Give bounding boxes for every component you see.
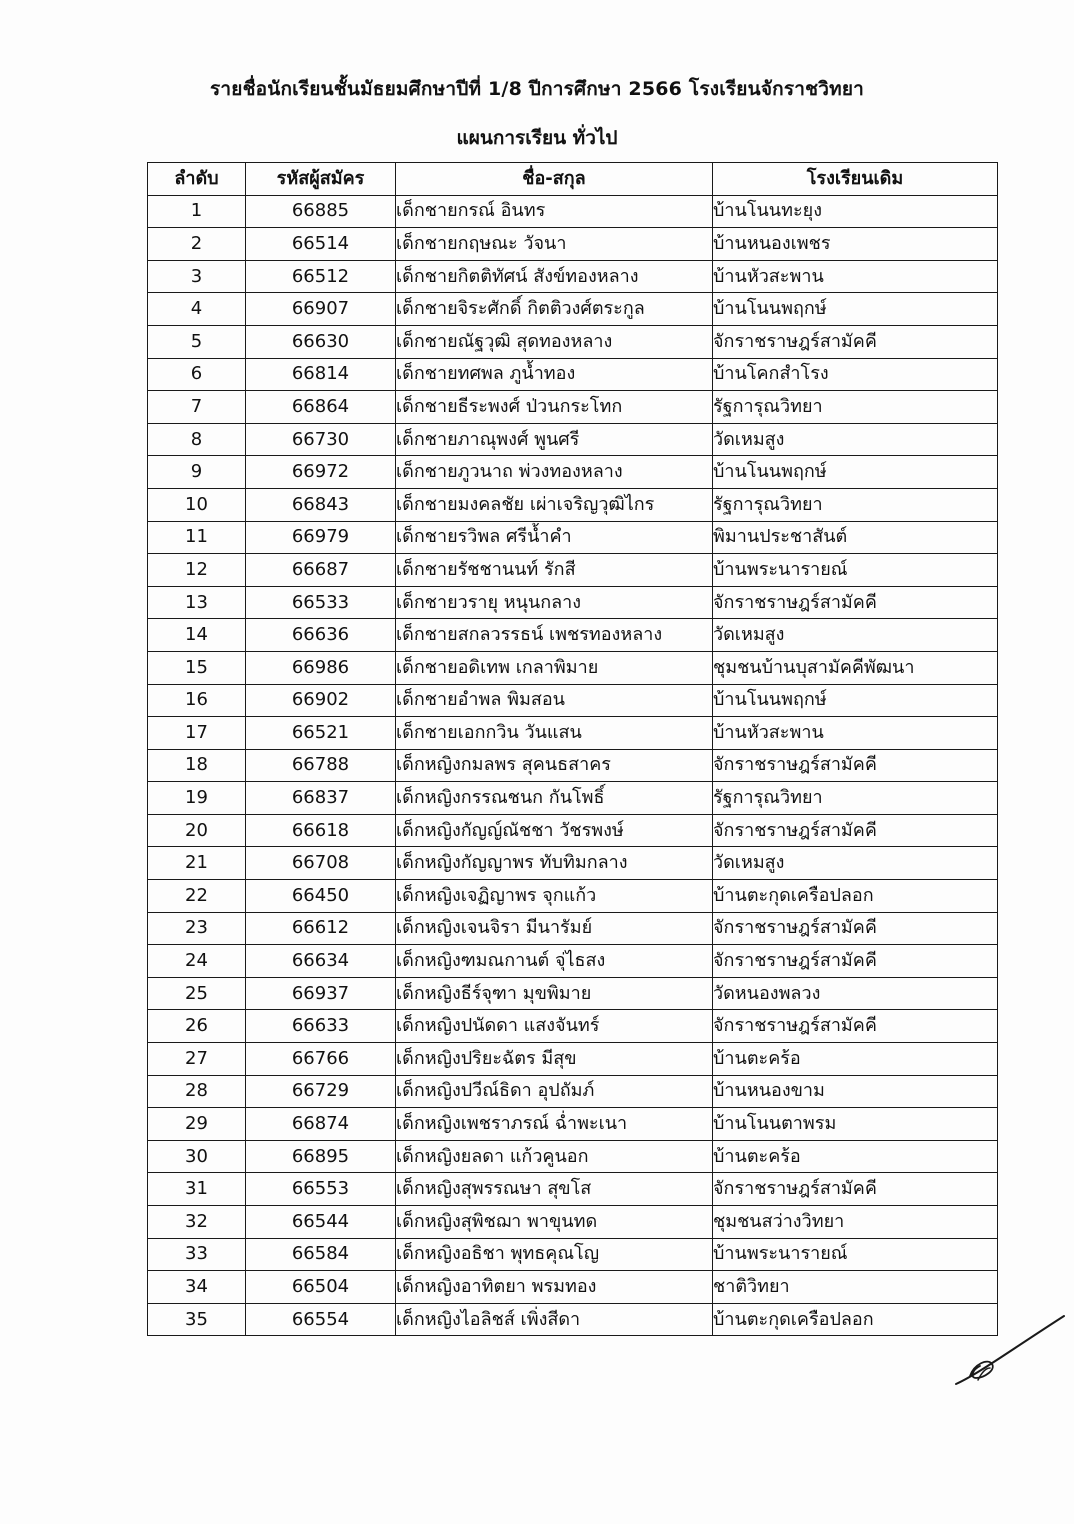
row-number-cell: 10 bbox=[148, 488, 246, 521]
applicant-id-cell: 66584 bbox=[246, 1238, 396, 1271]
table-row bbox=[148, 945, 998, 978]
table-row bbox=[148, 293, 998, 326]
applicant-id-cell: 66986 bbox=[246, 651, 396, 684]
table-row bbox=[148, 619, 998, 652]
applicant-id-cell: 66972 bbox=[246, 456, 396, 489]
applicant-id-cell: 66618 bbox=[246, 814, 396, 847]
applicant-id-cell: 66612 bbox=[246, 912, 396, 945]
table-row bbox=[148, 488, 998, 521]
applicant-id-cell: 66450 bbox=[246, 880, 396, 913]
former-school-cell: บ้านโคกสำโรง bbox=[713, 358, 998, 391]
row-number-cell: 6 bbox=[148, 358, 246, 391]
applicant-id-cell: 66979 bbox=[246, 521, 396, 554]
applicant-id-cell: 66902 bbox=[246, 684, 396, 717]
applicant-id-cell: 66766 bbox=[246, 1043, 396, 1076]
row-number-cell: 16 bbox=[148, 684, 246, 717]
former-school-cell: จักราชราษฎร์สามัคคี bbox=[713, 749, 998, 782]
applicant-id-cell: 66533 bbox=[246, 586, 396, 619]
table-row bbox=[148, 456, 998, 489]
applicant-id-cell: 66730 bbox=[246, 423, 396, 456]
applicant-id-cell: 66895 bbox=[246, 1140, 396, 1173]
row-number-cell: 22 bbox=[148, 880, 246, 913]
table-row bbox=[148, 880, 998, 913]
former-school-cell: บ้านโนนตาพรม bbox=[713, 1108, 998, 1141]
former-school-cell: ชาติวิทยา bbox=[713, 1271, 998, 1304]
table-row bbox=[148, 1108, 998, 1141]
table-row bbox=[148, 1303, 998, 1336]
applicant-id-cell: 66843 bbox=[246, 488, 396, 521]
student-name-cell: เด็กหญิงเจนจิรา มีนารัมย์ bbox=[396, 912, 713, 945]
row-number-cell: 27 bbox=[148, 1043, 246, 1076]
column-header-former-school: โรงเรียนเดิม bbox=[713, 163, 998, 196]
former-school-cell: บ้านหนองเพชร bbox=[713, 228, 998, 261]
student-name-cell: เด็กชายสกลวรรธน์ เพชรทองหลาง bbox=[396, 619, 713, 652]
row-number-cell: 31 bbox=[148, 1173, 246, 1206]
applicant-id-cell: 66708 bbox=[246, 847, 396, 880]
table-header-row bbox=[148, 163, 998, 196]
row-number-cell: 25 bbox=[148, 977, 246, 1010]
applicant-id-cell: 66864 bbox=[246, 391, 396, 424]
former-school-cell: จักราชราษฎร์สามัคคี bbox=[713, 325, 998, 358]
table-row bbox=[148, 260, 998, 293]
applicant-id-cell: 66837 bbox=[246, 782, 396, 815]
applicant-id-cell: 66634 bbox=[246, 945, 396, 978]
table-row bbox=[148, 977, 998, 1010]
row-number-cell: 12 bbox=[148, 554, 246, 587]
student-name-cell: เด็กชายภูวนาถ พ่วงทองหลาง bbox=[396, 456, 713, 489]
student-name-cell: เด็กหญิงฑมณกานต์ จุ่ไธสง bbox=[396, 945, 713, 978]
student-name-cell: เด็กชายวรายุ หนุนกลาง bbox=[396, 586, 713, 619]
former-school-cell: บ้านหัวสะพาน bbox=[713, 717, 998, 750]
table-row bbox=[148, 912, 998, 945]
row-number-cell: 13 bbox=[148, 586, 246, 619]
table-row bbox=[148, 684, 998, 717]
row-number-cell: 11 bbox=[148, 521, 246, 554]
table-row bbox=[148, 1043, 998, 1076]
applicant-id-cell: 66885 bbox=[246, 195, 396, 228]
row-number-cell: 28 bbox=[148, 1075, 246, 1108]
row-number-cell: 1 bbox=[148, 195, 246, 228]
table-row bbox=[148, 554, 998, 587]
table-row bbox=[148, 847, 998, 880]
former-school-cell: บ้านโนนทะยุง bbox=[713, 195, 998, 228]
student-name-cell: เด็กหญิงกัญญ์ณัชชา วัชรพงษ์ bbox=[396, 814, 713, 847]
student-name-cell: เด็กหญิงอธิชา พุทธคุณโญ bbox=[396, 1238, 713, 1271]
student-name-cell: เด็กชายเอกกวิน วันแสน bbox=[396, 717, 713, 750]
row-number-cell: 7 bbox=[148, 391, 246, 424]
row-number-cell: 29 bbox=[148, 1108, 246, 1141]
row-number-cell: 15 bbox=[148, 651, 246, 684]
table-body bbox=[148, 195, 998, 1336]
student-name-cell: เด็กหญิงอาทิตยา พรมทอง bbox=[396, 1271, 713, 1304]
student-name-cell: เด็กหญิงกรรณชนก กันโพธิ์ bbox=[396, 782, 713, 815]
student-name-cell: เด็กชายทศพล ภูน้ำทอง bbox=[396, 358, 713, 391]
applicant-id-cell: 66512 bbox=[246, 260, 396, 293]
applicant-id-cell: 66521 bbox=[246, 717, 396, 750]
row-number-cell: 35 bbox=[148, 1303, 246, 1336]
former-school-cell: บ้านโนนพฤกษ์ bbox=[713, 293, 998, 326]
applicant-id-cell: 66729 bbox=[246, 1075, 396, 1108]
row-number-cell: 19 bbox=[148, 782, 246, 815]
student-name-cell: เด็กชายอำพล พิมสอน bbox=[396, 684, 713, 717]
former-school-cell: บ้านพระนารายณ์ bbox=[713, 1238, 998, 1271]
row-number-cell: 14 bbox=[148, 619, 246, 652]
table-row bbox=[148, 1238, 998, 1271]
applicant-id-cell: 66633 bbox=[246, 1010, 396, 1043]
table-row bbox=[148, 717, 998, 750]
applicant-id-cell: 66907 bbox=[246, 293, 396, 326]
former-school-cell: บ้านโนนพฤกษ์ bbox=[713, 456, 998, 489]
row-number-cell: 9 bbox=[148, 456, 246, 489]
student-roster-table bbox=[147, 162, 998, 1336]
table-row bbox=[148, 325, 998, 358]
student-name-cell: เด็กหญิงกัญญาพร ทับทิมกลาง bbox=[396, 847, 713, 880]
column-header-name: ชื่อ-สกุล bbox=[396, 163, 713, 196]
column-header-no: ลำดับ bbox=[148, 163, 246, 196]
row-number-cell: 30 bbox=[148, 1140, 246, 1173]
student-name-cell: เด็กชายกรณ์ อินทร bbox=[396, 195, 713, 228]
applicant-id-cell: 66544 bbox=[246, 1206, 396, 1239]
former-school-cell: รัฐการุณวิทยา bbox=[713, 488, 998, 521]
row-number-cell: 23 bbox=[148, 912, 246, 945]
row-number-cell: 21 bbox=[148, 847, 246, 880]
former-school-cell: บ้านตะคร้อ bbox=[713, 1140, 998, 1173]
table-row bbox=[148, 749, 998, 782]
applicant-id-cell: 66636 bbox=[246, 619, 396, 652]
former-school-cell: บ้านตะคร้อ bbox=[713, 1043, 998, 1076]
page-subtitle: แผนการเรียน ทั่วไป bbox=[456, 127, 618, 149]
table-row bbox=[148, 586, 998, 619]
former-school-cell: บ้านตะกุดเครือปลอก bbox=[713, 1303, 998, 1336]
row-number-cell: 2 bbox=[148, 228, 246, 261]
student-name-cell: เด็กชายมงคลชัย เผ่าเจริญวุฒิไกร bbox=[396, 488, 713, 521]
former-school-cell: วัดเหมสูง bbox=[713, 847, 998, 880]
former-school-cell: วัดหนองพลวง bbox=[713, 977, 998, 1010]
applicant-id-cell: 66630 bbox=[246, 325, 396, 358]
student-name-cell: เด็กหญิงปริยะฉัตร มีสุข bbox=[396, 1043, 713, 1076]
table-row bbox=[148, 1206, 998, 1239]
row-number-cell: 8 bbox=[148, 423, 246, 456]
row-number-cell: 17 bbox=[148, 717, 246, 750]
student-name-cell: เด็กชายภาณุพงศ์ พูนศรี bbox=[396, 423, 713, 456]
table-row bbox=[148, 1140, 998, 1173]
row-number-cell: 34 bbox=[148, 1271, 246, 1304]
student-name-cell: เด็กชายธีระพงศ์ ป่วนกระโทก bbox=[396, 391, 713, 424]
row-number-cell: 33 bbox=[148, 1238, 246, 1271]
applicant-id-cell: 66814 bbox=[246, 358, 396, 391]
applicant-id-cell: 66788 bbox=[246, 749, 396, 782]
former-school-cell: จักราชราษฎร์สามัคคี bbox=[713, 1173, 998, 1206]
applicant-id-cell: 66687 bbox=[246, 554, 396, 587]
former-school-cell: จักราชราษฎร์สามัคคี bbox=[713, 945, 998, 978]
handwritten-signature-icon bbox=[948, 1308, 1068, 1398]
table-row bbox=[148, 1010, 998, 1043]
table-row bbox=[148, 814, 998, 847]
student-name-cell: เด็กหญิงสุพิชฌา พาขุนทด bbox=[396, 1206, 713, 1239]
student-name-cell: เด็กชายรวิพล ศรีน้ำคำ bbox=[396, 521, 713, 554]
applicant-id-cell: 66553 bbox=[246, 1173, 396, 1206]
former-school-cell: บ้านตะกุดเครือปลอก bbox=[713, 880, 998, 913]
table-row bbox=[148, 521, 998, 554]
table-row bbox=[148, 423, 998, 456]
table-row bbox=[148, 782, 998, 815]
former-school-cell: จักราชราษฎร์สามัคคี bbox=[713, 586, 998, 619]
table-row bbox=[148, 1173, 998, 1206]
former-school-cell: จักราชราษฎร์สามัคคี bbox=[713, 912, 998, 945]
former-school-cell: บ้านหนองขาม bbox=[713, 1075, 998, 1108]
table-row bbox=[148, 651, 998, 684]
student-name-cell: เด็กหญิงธีร์จุฑา มุขพิมาย bbox=[396, 977, 713, 1010]
former-school-cell: พิมานประชาสันต์ bbox=[713, 521, 998, 554]
former-school-cell: บ้านโนนพฤกษ์ bbox=[713, 684, 998, 717]
table-row bbox=[148, 228, 998, 261]
row-number-cell: 5 bbox=[148, 325, 246, 358]
student-name-cell: เด็กชายกิตติทัศน์ สังข์ทองหลาง bbox=[396, 260, 713, 293]
table-header bbox=[148, 163, 998, 196]
student-name-cell: เด็กชายณัฐวุฒิ สุดทองหลาง bbox=[396, 325, 713, 358]
page-title: รายชื่อนักเรียนชั้นมัธยมศึกษาปีที่ 1/8 ปีการศึกษา 2566 โรงเรียนจักราชวิทยา bbox=[209, 78, 865, 100]
row-number-cell: 32 bbox=[148, 1206, 246, 1239]
student-name-cell: เด็กหญิงไอลิชส์ เพิ่งสีดา bbox=[396, 1303, 713, 1336]
former-school-cell: วัดเหมสูง bbox=[713, 423, 998, 456]
table-row bbox=[148, 1271, 998, 1304]
table-row bbox=[148, 391, 998, 424]
row-number-cell: 24 bbox=[148, 945, 246, 978]
former-school-cell: ชุมชนบ้านบุสามัคคีพัฒนา bbox=[713, 651, 998, 684]
applicant-id-cell: 66514 bbox=[246, 228, 396, 261]
applicant-id-cell: 66937 bbox=[246, 977, 396, 1010]
former-school-cell: จักราชราษฎร์สามัคคี bbox=[713, 814, 998, 847]
former-school-cell: จักราชราษฎร์สามัคคี bbox=[713, 1010, 998, 1043]
student-name-cell: เด็กชายรัชชานนท์ รักสี bbox=[396, 554, 713, 587]
student-name-cell: เด็กหญิงสุพรรณษา สุขโส bbox=[396, 1173, 713, 1206]
applicant-id-cell: 66504 bbox=[246, 1271, 396, 1304]
row-number-cell: 3 bbox=[148, 260, 246, 293]
former-school-cell: บ้านหัวสะพาน bbox=[713, 260, 998, 293]
row-number-cell: 26 bbox=[148, 1010, 246, 1043]
row-number-cell: 4 bbox=[148, 293, 246, 326]
student-name-cell: เด็กหญิงปนัดดา แสงจันทร์ bbox=[396, 1010, 713, 1043]
table-row bbox=[148, 195, 998, 228]
applicant-id-cell: 66874 bbox=[246, 1108, 396, 1141]
table-row bbox=[148, 1075, 998, 1108]
former-school-cell: รัฐการุณวิทยา bbox=[713, 782, 998, 815]
student-name-cell: เด็กชายอดิเทพ เกลาพิมาย bbox=[396, 651, 713, 684]
former-school-cell: ชุมชนสว่างวิทยา bbox=[713, 1206, 998, 1239]
student-name-cell: เด็กชายจิระศักดิ์ กิตติวงศ์ตระกูล bbox=[396, 293, 713, 326]
former-school-cell: บ้านพระนารายณ์ bbox=[713, 554, 998, 587]
student-name-cell: เด็กหญิงเจฏิญาพร จุกแก้ว bbox=[396, 880, 713, 913]
student-name-cell: เด็กชายกฤษณะ วัจนา bbox=[396, 228, 713, 261]
applicant-id-cell: 66554 bbox=[246, 1303, 396, 1336]
former-school-cell: วัดเหมสูง bbox=[713, 619, 998, 652]
column-header-applicant-id: รหัสผู้สมัคร bbox=[246, 163, 396, 196]
student-name-cell: เด็กหญิงปวีณ์ธิดา อุปถัมภ์ bbox=[396, 1075, 713, 1108]
table-row bbox=[148, 358, 998, 391]
student-name-cell: เด็กหญิงกมลพร สุคนธสาคร bbox=[396, 749, 713, 782]
row-number-cell: 18 bbox=[148, 749, 246, 782]
student-name-cell: เด็กหญิงยลดา แก้วคูนอก bbox=[396, 1140, 713, 1173]
former-school-cell: รัฐการุณวิทยา bbox=[713, 391, 998, 424]
student-name-cell: เด็กหญิงเพชราภรณ์ ฉ่ำพะเนา bbox=[396, 1108, 713, 1141]
row-number-cell: 20 bbox=[148, 814, 246, 847]
